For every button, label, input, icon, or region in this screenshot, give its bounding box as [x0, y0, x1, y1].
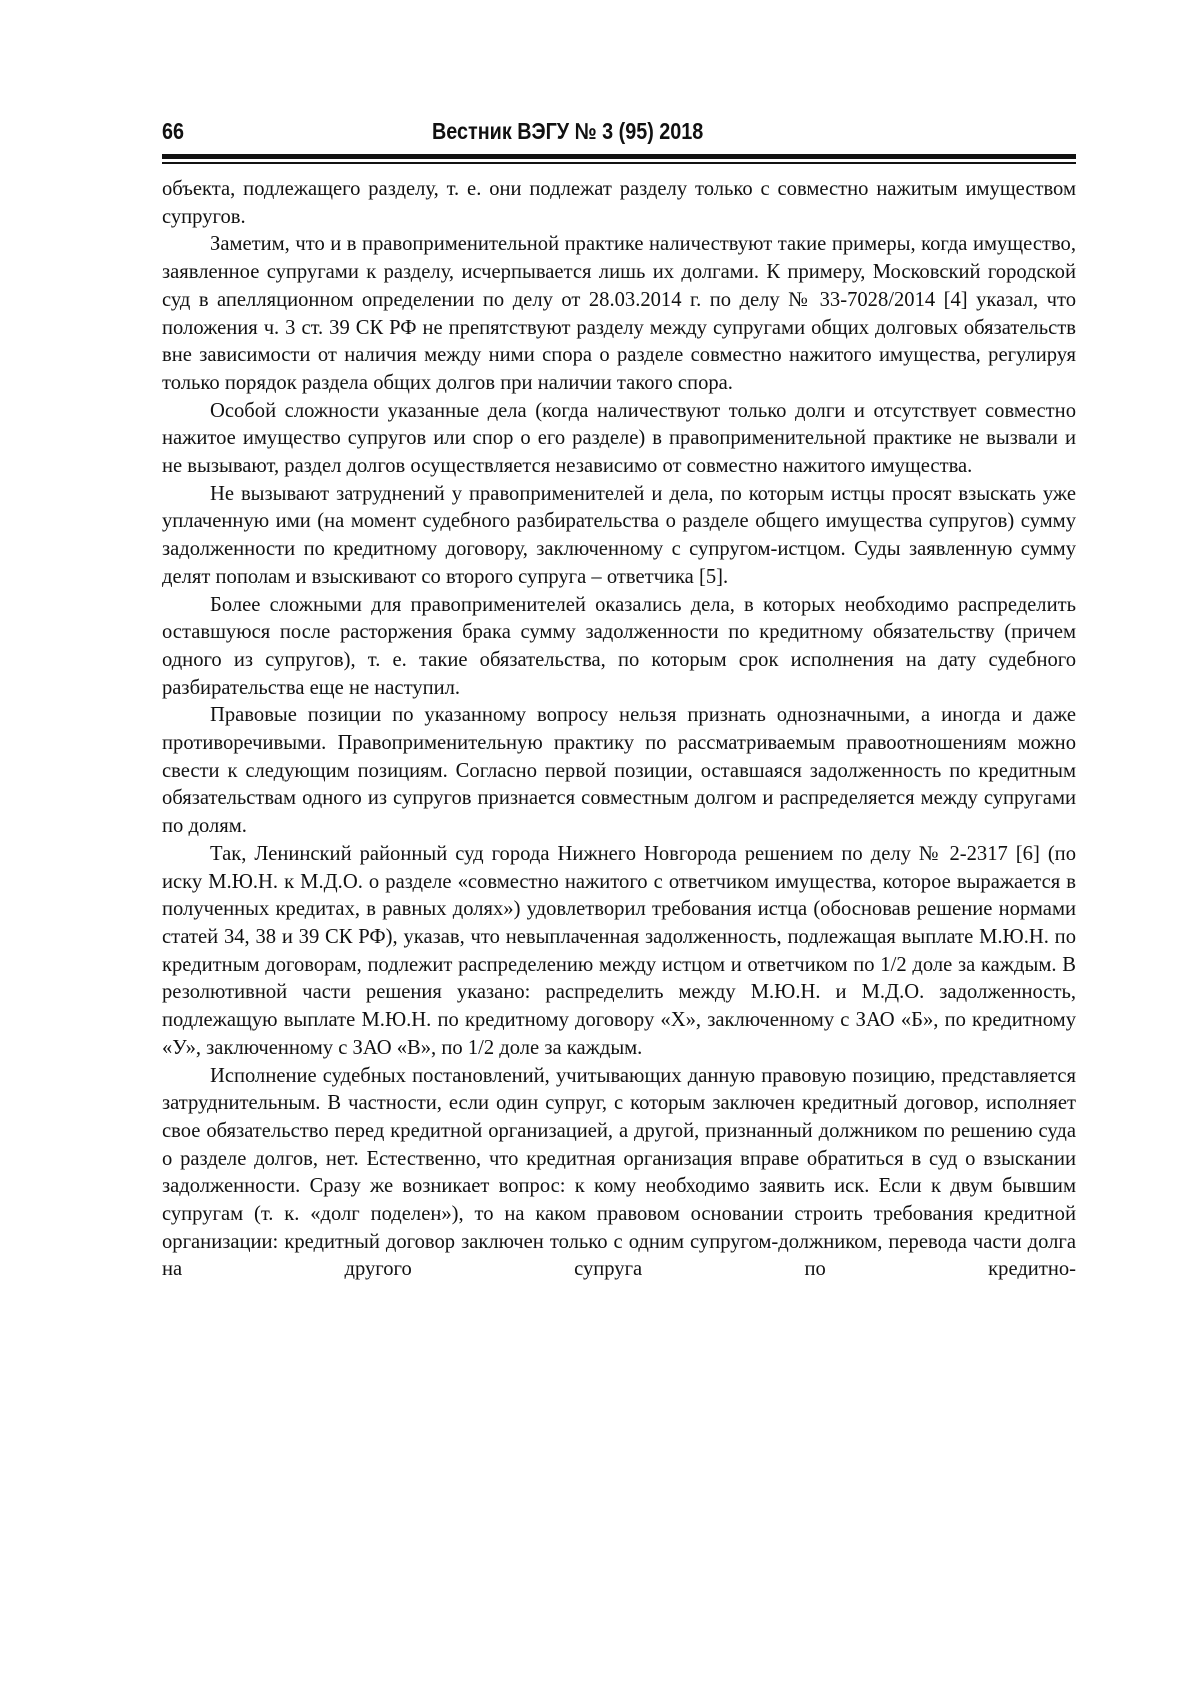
paragraph: Исполнение судебных постановлений, учитывающих данную правовую позицию, представляется затруднительным. В частности, если один супруг, с которым заключен кредитный договор, исполняет свое обязательство перед кредитной организацией, а другой, признанный должником по решению суда о разделе долгов, нет. Естественно, что кредитная организация вправе обратиться в суд о взыскании задолженности. Сразу же возникает вопрос: к кому необходимо заявить иск. Если к двум бывшим супругам (т. к. «долг поделен»), то на каком правовом основании строить требования кредитной организации: кредитный договор заключен только с одним супругом-должником, перевода части долга на другого супруга по кредитно- [162, 1064, 1076, 1281]
journal-title: Вестник ВЭГУ № 3 (95) 2018 [432, 118, 704, 144]
article-body [162, 176, 1076, 1284]
paragraph: Так, Ленинский районный суд города Нижнего Новгорода решением по делу № 2-2317 [6] (по иску М.Ю.Н. к М.Д.О. о разделе «совместно нажитого с ответчиком имущества, которое выражается в полученных кредитах, в равных долях») удовлетворил требования истца (обосновав решение нормами статей 34, 38 и 39 СК РФ), указав, что невыплаченная задолженность, подлежащая выплате М.Ю.Н. по кредитным договорам, подлежит распределению между истцом и ответчиком по 1/2 доле за каждым. В резолютивной части решения указано: распределить между М.Ю.Н. и М.Д.О. задолженность, подлежащую выплате М.Ю.Н. по кредитному договору «Х», заключенному с ЗАО «Б», по кредитному «У», заключенному с ЗАО «В», по 1/2 доле за каждым. [162, 842, 1076, 1059]
running-header [162, 110, 1076, 150]
journal-page [162, 110, 1076, 1281]
paragraph: Заметим, что и в правоприменительной практике наличествуют такие примеры, когда имущество, заявленное супругами к разделу, исчерпывается лишь их долгами. К примеру, Московский городской суд в апелляционном определении по делу от 28.03.2014 г. по делу № 33-7028/2014 [4] указал, что положения ч. 3 ст. 39 СК РФ не препятствуют разделу между супругами общих долговых обязательств вне зависимости от наличия между ними спора о разделе совместно нажитого имущества, регулируя только порядок раздела общих долгов при наличии такого спора. [162, 233, 1076, 394]
paragraph: Особой сложности указанные дела (когда наличествуют только долги и отсутствует совместно нажитое имущество супругов или спор о его разделе) в правоприменительной практике не вызвали и не вызывают, раздел долгов осуществляется независимо от совместно нажитого имущества. [162, 399, 1076, 478]
header-rule-thin [162, 162, 1076, 164]
header-rule-thick [162, 154, 1076, 159]
paragraph-continued: объекта, подлежащего разделу, т. е. они подлежат разделу только с совместно нажитым имуществом супругов. [162, 178, 1076, 228]
page-number: 66 [162, 118, 185, 144]
paragraph: Правовые позиции по указанному вопросу нельзя признать однозначными, а иногда и даже противоречивыми. Правоприменительную практику по рассматриваемым правоотношениям можно свести к следующим позициям. Согласно первой позиции, оставшаяся задолженность по кредитным обязательствам одного из супругов признается совместным долгом и распределяется между супругами по долям. [162, 704, 1076, 838]
paragraph: Более сложными для правоприменителей оказались дела, в которых необходимо распределить оставшуюся после расторжения брака сумму задолженности по кредитному обязательству (причем одного из супругов), т. е. такие обязательства, по которым срок исполнения на дату судебного разбирательства еще не наступил. [162, 593, 1076, 699]
paragraph: Не вызывают затруднений у правоприменителей и дела, по которым истцы просят взыскать уже уплаченную ими (на момент судебного разбирательства о разделе общего имущества супругов) сумму задолженности по кредитному договору, заключенному с супругом-истцом. Суды заявленную сумму делят пополам и взыскивают со второго супруга – ответчика [5]. [162, 482, 1076, 588]
